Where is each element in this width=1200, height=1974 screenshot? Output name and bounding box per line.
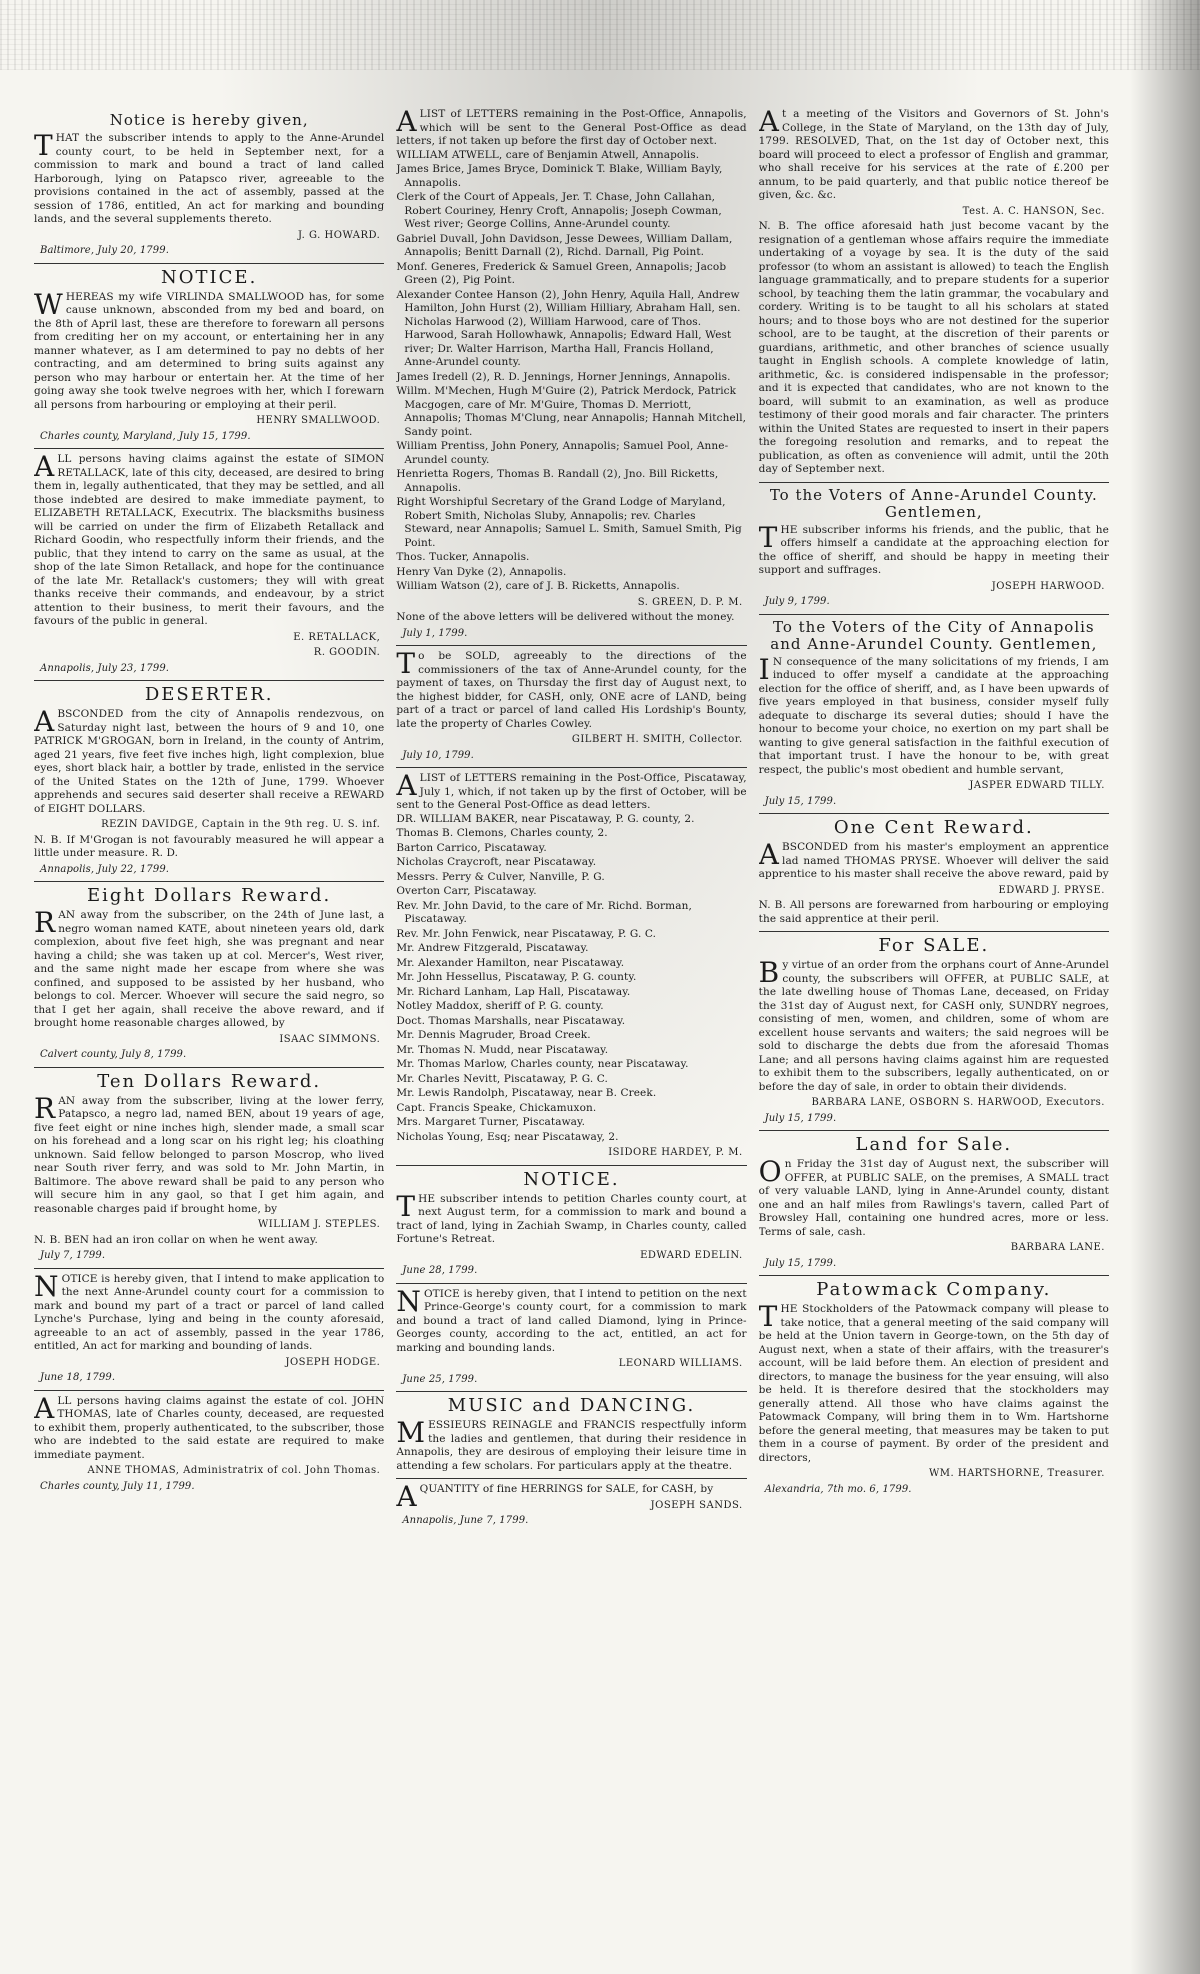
ad-signature: JOSEPH SANDS. (650, 1499, 743, 1511)
ad-signature: LEONARD WILLIAMS. (618, 1358, 743, 1369)
ad-postscript: N. B. The office aforesaid hath just become vacant by the resignation of a gentleman whose affairs require the immediate undertaking of a voyage by sea. It is the duty of the said professor (to whom an assistant is allowed) to teach the English language grammatically, and to prepare students for a superior school, by teaching them the latin grammar, the vocabulary and cordery. Writing is to be taught to all his scholars at stated hours; and to those boys who are not destined for the superior school, are to be taught, at the discretion of their parents or guardians, arithmetic, and other branches of science usually taught in English schools. A complete knowledge of latin, arithmetic, &c. is considered indispensable in the professor; and it is expected that candidates, who are not known to the board, will submit to an examination, as well as produce testimony of their good morals and fair character. The printers within the United States are requested to insert in their papers the foregoing resolution and remarks, and to repeat the publication, as often as convenience will admit, until the 20th day of September next. (758, 220, 1109, 475)
letter-entry: Mrs. Margaret Turner, Piscataway. (396, 1116, 586, 1128)
letter-entry: Right Worshipful Secretary of the Grand Lodge of Maryland, Robert Smith, Nicholas Sluby, Annapolis; rev. Charles Steward, near Annapolis; Samuel L. Smith, Samuel Smith, Pig Point. (396, 496, 742, 549)
ad-signature-second: R. GOODIN. (313, 647, 381, 658)
advertisement (34, 886, 384, 1062)
advertisement (34, 268, 384, 444)
letter-entry: Mr. Alexander Hamilton, near Piscataway. (396, 956, 625, 969)
column-rule (34, 1268, 384, 1269)
letter-entry: Nicholas Craycroft, near Piscataway. (396, 856, 597, 868)
letter-entry: Gabriel Duvall, John Davidson, Jesse Dewees, William Dallam, Annapolis; Benitt Darnall (2), Richd. Darnall, Pig Point. (396, 232, 733, 258)
ad-body: THE subscriber intends to petition Charles county court, at next August term, for a commission to mark and bound a tract of land, lying in Zachiah Swamp, in Charles county, called Fortune's Retreat. (396, 1189, 747, 1245)
ad-body: On Friday the 31st day of August next, the subscriber will OFFER, at PUBLIC SALE, on the premises, A SMALL tract of very valuable LAND, lying in Anne-Arundel county, distant one and an half miles from Rawlings's tavern, called Part of Browsley Hall, containing one hundred acres, more or less. Terms of sale, cash. (758, 1155, 1109, 1238)
letter-entry: Nicholas Young, Esq; near Piscataway, 2. (396, 1130, 619, 1143)
column-right (759, 108, 1109, 1948)
letter-entry: Willm. M'Mechen, Hugh M'Guire (2), Patrick Merdock, Patrick Macgogen, care of Mr. M'Guire, Thomas D. Merriott, Annapolis; Thomas M'Clung, near Annapolis; Hannah Mitchell, Sandy point. (396, 385, 747, 438)
column-rule (34, 680, 384, 681)
letter-entry: Rev. Mr. John Fenwick, near Piscataway, P. G. C. (396, 927, 657, 940)
ad-heading: MUSIC and DANCING. (447, 1395, 696, 1416)
ad-heading: DESERTER. (144, 684, 274, 705)
scan-noise-band (0, 0, 1200, 70)
letter-entry: Henry Van Dyke (2), Annapolis. (396, 565, 567, 578)
letter-entry: Overton Carr, Piscataway. (396, 885, 537, 897)
advertisement (396, 1284, 747, 1387)
ad-heading: To the Voters of Anne-Arundel County. Gentlemen, (769, 485, 1098, 521)
column-rule (396, 1283, 746, 1284)
column-rule (759, 614, 1109, 615)
advertisement (34, 1072, 384, 1263)
advertisement (759, 619, 1109, 809)
ad-signature: JOSEPH HODGE. (285, 1356, 381, 1368)
ad-body: NOTICE is hereby given, that I intend to petition on the next Prince-George's county court, for a commission to mark and bound a tract of land called Diamond, lying in Prince-Georges county, according to the act, entitled, an act for marking and bounding lands. (396, 1284, 747, 1354)
ad-signature: S. GREEN, D. P. M. (637, 596, 743, 608)
ad-dateline: June 18, 1799. (40, 1372, 116, 1383)
ad-body: AQUANTITY of fine HERRINGS for SALE, for CASH, by (396, 1480, 714, 1513)
column-rule (396, 1478, 746, 1479)
column-rule (759, 813, 1109, 814)
letter-entry: Mr. Dennis Magruder, Broad Creek. (396, 1029, 591, 1041)
letter-entry: Rev. Mr. John David, to the care of Mr. Richd. Borman, Piscataway. (396, 899, 692, 925)
letter-entry: Mr. Thomas Marlow, Charles county, near Piscataway. (396, 1058, 689, 1070)
ad-heading: NOTICE. (161, 266, 258, 288)
ad-dateline: July 10, 1799. (402, 749, 474, 761)
letter-entry: Mr. Richard Lanham, Lap Hall, Piscataway. (396, 985, 631, 998)
letter-entry: Mr. Lewis Randolph, Piscataway, near B. Creek. (396, 1087, 657, 1099)
ad-body: At a meeting of the Visitors and Governors of St. John's College, in the State of Maryland, on the 13th day of July, 1799. RESOLVED, That, on the 1st day of October next, this board will proceed to elect a professor of English and grammar, who shall receive for his services at the rate of £.200 per annum, to be paid quarterly, and that public notice thereof be given, &c. &c. (758, 108, 1109, 201)
ad-signature: EDWARD J. PRYSE. (998, 884, 1105, 896)
ad-dateline: July 15, 1799. (764, 795, 837, 807)
letter-entry: DR. WILLIAM BAKER, near Piscataway, P. G. county, 2. (396, 812, 695, 825)
advertisement (759, 487, 1109, 609)
ad-postscript: None of the above letters will be delivered without the money. (396, 611, 735, 623)
ad-heading: Eight Dollars Reward. (87, 885, 332, 906)
advertisement (759, 818, 1109, 926)
advertisement (34, 112, 384, 258)
ad-dateline: Charles county, Maryland, July 15, 1799. (40, 430, 251, 442)
ad-signature: ANNE THOMAS, Administratrix of col. John Thomas. (87, 1465, 381, 1476)
ad-dateline: Calvert county, July 8, 1799. (40, 1049, 187, 1060)
letter-entry: Barton Carrico, Piscataway. (396, 841, 547, 854)
ad-body: IN consequence of the many solicitations of my friends, I am induced to offer myself a candidate at the approaching election for the office of sheriff, and, as I have been upwards of five years employed in that business, consider myself fully adequate to discharge its several duties; should I have the honour to become your choice, no exertion on my part shall be wanting to give general satisfaction in the faithful execution of that important trust. I have the honour to be, with great respect, the public's most obedient and humble servant, (758, 652, 1109, 776)
column-left (34, 108, 384, 1948)
ad-heading: For SALE. (878, 935, 990, 956)
letter-entry: Mr. Thomas N. Mudd, near Piscataway. (396, 1043, 609, 1056)
column-rule (34, 263, 384, 264)
letter-entry: Alexander Contee Hanson (2), John Henry, Aquila Hall, Andrew Hamilton, John Hurst (2), William Hilliary, Abraham Hall, sen. Nicholas Harwood (2), William Harwood, care of Thos. Harwood, Sarah Hollowhawk, Annapolis; Edward Hall, West river; Dr. Walter Harrison, Martha Hall, Francis Holland, Anne-Arundel county. (396, 288, 741, 368)
ad-body: ALIST of LETTERS remaining in the Post-Office, Annapolis, which will be sent to the General Post-Office as dead letters, if not taken up before the first day of October next. (396, 108, 747, 147)
ad-body: THAT the subscriber intends to apply to the Anne-Arundel county court, to be held in September next, for a commission to mark and bound a tract of land called Harborough, lying on Patapsco river, agreeable to the provisions contained in the act of assembly, passed at the session of 1786, entitled, An act for marking and bounding lands, and the several supplements thereto. (34, 129, 385, 225)
ad-signature: WILLIAM J. STEPLES. (257, 1219, 381, 1230)
ad-signature: BARBARA LANE. (1010, 1242, 1105, 1253)
advertisement (759, 1280, 1109, 1496)
column-rule (396, 767, 746, 768)
column-middle (396, 108, 746, 1948)
ad-signature: REZIN DAVIDGE, Captain in the 9th reg. U. S. inf. (101, 819, 381, 830)
advertisement (396, 769, 747, 1160)
ad-dateline: June 28, 1799. (402, 1265, 478, 1276)
letter-entry: William Prentiss, John Ponery, Annapolis; Samuel Pool, Anne-Arundel county. (396, 440, 729, 466)
ad-postscript: N. B. BEN had an iron collar on when he went away. (34, 1233, 318, 1246)
column-rule (34, 448, 384, 449)
ad-dateline: July 1, 1799. (402, 627, 468, 639)
letter-entry: Messrs. Perry & Culver, Nanville, P. G. (396, 870, 605, 883)
advertisement (34, 1391, 385, 1494)
ad-signature: ISIDORE HARDEY, P. M. (608, 1147, 743, 1158)
ad-signature: J. G. HOWARD. (297, 229, 381, 241)
ad-heading: To the Voters of the City of Annapolis and Anne-Arundel County. Gentlemen, (770, 617, 1098, 653)
letter-entry: Capt. Francis Speake, Chickamuxon. (396, 1101, 597, 1114)
ad-dateline: Annapolis, July 23, 1799. (40, 662, 170, 674)
ad-dateline: June 25, 1799. (402, 1373, 478, 1385)
letter-entry: Mr. Charles Nevitt, Piscataway, P. G. C. (396, 1072, 608, 1085)
ad-heading: Ten Dollars Reward. (97, 1070, 322, 1092)
ad-body: NOTICE is hereby given, that I intend to make application to the next Anne-Arundel county court for a commission to mark and bound my part of a tract or parcel of land called Lynche's Purchase, lying and being in the county aforesaid, agreeable to an act of assembly, passed in the year 1786, entitled, An act for marking and bounding of lands. (34, 1269, 385, 1352)
ad-body: ALL persons having claims against the estate of SIMON RETALLACK, late of this city, deceased, are desired to bring them in, legally authenticated, that they may be settled, and all those indebted are desired to make immediate payment, to ELIZABETH RETALLACK, Executrix. The blacksmiths business will be carried on under the firm of Elizabeth Retallack and Richard Goodin, who respectfully inform their friends, and the public, that they intend to carry on the same as usual, at the shop of the late Simon Retallack, and hope for the continuance of the late Mr. Retallack's customers; they will with great thanks receive their commands, and endeavour, by a strict attention to their business, to merit their favours, and the favours of the public in general. (34, 450, 385, 627)
ad-dateline: July 15, 1799. (764, 1257, 837, 1269)
ad-body: MESSIEURS REINAGLE and FRANCIS respectfully inform the ladies and gentlemen, that during their residence in Annapolis, they are desirous of employing their leisure time in attending a few scholars. For particulars apply at the theatre. (396, 1416, 747, 1472)
ad-signature: JOSEPH HARWOOD. (991, 580, 1105, 592)
advertisement (759, 108, 1109, 477)
ad-dateline: Alexandria, 7th mo. 6, 1799. (764, 1483, 912, 1495)
ad-body: To be SOLD, agreeably to the directions of the commissioners of the tax of Anne-Arundel county, for the payment of taxes, on Thursday the first day of August next, to the highest bidder, for CASH, only, ONE acre of LAND, being part of a tract or parcel of land called His Lordship's Bounty, late the property of Charles Cowley. (396, 647, 747, 730)
ad-postscript: N. B. All persons are forewarned from harbouring or employing the said apprentice at their peril. (758, 899, 1109, 925)
ad-body: By virtue of an order from the orphans court of Anne-Arundel county, the subscribers will OFFER, at PUBLIC SALE, at the late dwelling house of Thomas Lane, deceased, on Friday the 31st day of August next, for CASH only, SUNDRY negroes, consisting of men, women, and children, some of whom are excellent house servants and waiters; the said negroes will be sold to discharge the debts due from the aforesaid Thomas Lane; and all persons having claims against him are requested to exhibit them to the subscribers, legally authenticated, on or before the day of sale, in order to obtain their dividends. (758, 956, 1109, 1093)
ad-dateline: Annapolis, July 22, 1799. (40, 863, 170, 875)
ad-signature: JASPER EDWARD TILLY. (969, 780, 1105, 791)
column-rule (396, 645, 746, 646)
letter-entry: Doct. Thomas Marshalls, near Piscataway. (396, 1014, 626, 1027)
ad-body: ABSCONDED from the city of Annapolis rendezvous, on Saturday night last, between the hours of 9 and 10, one PATRICK M'GROGAN, born in Ireland, in the county of Antrim, aged 21 years, five feet five inches high, light complexion, blue eyes, short black hair, a bottler by trade, enlisted in the service of the United States on the 12th of June, 1799. Whoever apprehends and secures said deserter shall receive a REWARD of EIGHT DOLLARS. (34, 705, 385, 815)
column-rule (396, 1165, 746, 1166)
advertisement (759, 1135, 1109, 1270)
advertisement (396, 647, 747, 762)
ad-signature: HENRY SMALLWOOD. (256, 415, 381, 426)
ad-signature: E. RETALLACK, (293, 631, 381, 643)
letter-entry: James Iredell (2), R. D. Jennings, Horner Jennings, Annapolis. (396, 370, 731, 383)
ad-body: RAN away from the subscriber, living at the lower ferry, Patapsco, a negro lad, named BEN, about 19 years of age, five feet eight or nine inches high, slender made, a small scar on his forehead and a long scar on his right leg; his cloathing unknown. Said fellow belonged to parson Moscrop, who lived near South river ferry, and was sold to Mr. John Martin, in Baltimore. The above reward shall be paid to any person who will secure him in any gaol, so that I get him again, and reasonable charges paid if brought home, by (34, 1091, 385, 1215)
column-rule (759, 1130, 1109, 1131)
letter-entry: Monf. Generes, Frederick & Samuel Green, Annapolis; Jacob Green (2), Pig Point. (396, 260, 727, 286)
ad-dateline: July 9, 1799. (764, 596, 830, 607)
ad-signature: ISAAC SIMMONS. (279, 1033, 381, 1045)
ad-heading: Notice is hereby given, (109, 111, 309, 129)
advertisement (396, 1480, 746, 1528)
column-rule (759, 931, 1109, 932)
ad-body: WHEREAS my wife VIRLINDA SMALLWOOD has, for some cause unknown, absconded from my bed and board, on the 8th of April last, these are therefore to forewarn all persons from crediting her on my account, or entertaining her in any manner whatever, as I am determined to pay no debts of her contracting, and am determined to bring suits against any person who may harbour or entertain her. At the time of her going away she took twelve negroes with her, which I forewarn all persons from harbouring or employing at their peril. (34, 287, 385, 411)
ad-body: THE Stockholders of the Patowmack company will please to take notice, that a general meeting of the said company will be held at the Union tavern in George-town, on the 5th day of August next, when a state of their affairs, with the treasurer's account, will be laid before them. An election of president and directors, to manage the business for the year ensuing, will also be held. It is therefore desired that the stockholders may generally attend. All those who have claims against the Patowmack Company, will bring them in to Wm. Hartshorne before the general meeting, that measures may be taken to put them in a course of payment. By order of the president and directors, (758, 1300, 1109, 1464)
ad-dateline: July 7, 1799. (40, 1250, 106, 1261)
ad-body: ALL persons having claims against the estate of col. JOHN THOMAS, late of Charles county, deceased, are requested to exhibit them, properly authenticated, to the subscriber, those who are indebted to the said estate are required to make immediate payment. (34, 1391, 385, 1461)
column-rule (759, 482, 1109, 483)
ad-body: THE subscriber informs his friends, and the public, that he offers himself a candidate at the approaching election for the office of sheriff, and should be happy in meeting their support and suffrages. (758, 520, 1109, 576)
letter-entry: WILLIAM ATWELL, care of Benjamin Atwell, Annapolis. (396, 148, 700, 161)
ad-signature: EDWARD EDELIN. (640, 1249, 743, 1261)
ad-signature: GILBERT H. SMITH, Collector. (571, 734, 743, 745)
ad-body: ABSCONDED from his master's employment an apprentice lad named THOMAS PRYSE. Whoever will deliver the said apprentice to his master shall receive the above reward, paid by (758, 838, 1109, 880)
column-rule (396, 1391, 746, 1392)
advertisement (34, 685, 384, 876)
ad-dateline: July 15, 1799. (764, 1112, 837, 1124)
ad-postscript: N. B. If M'Grogan is not favourably measured he will appear a little under measure. R. D. (34, 833, 385, 859)
advertisement (396, 1396, 746, 1473)
ad-heading: One Cent Reward. (833, 817, 1034, 838)
letter-entry: Mr. John Hessellus, Piscataway, P. G. county. (396, 971, 637, 983)
letter-entry: James Brice, James Bryce, Dominick T. Blake, William Bayly, Annapolis. (396, 163, 723, 189)
ad-body: RAN away from the subscriber, on the 24th of June last, a negro woman named KATE, about nineteen years old, dark complexion, about five feet high, she was pregnant and near having a child; she was taken up at col. Mercer's, West river, and the same night made her escape from where she was confined, and supposed to be assisted by her husband, who belongs to col. Mercer. Whoever will secure the said negro, so that I get her again, shall receive the above reward, and if brought home reasonable charges allowed, by (34, 906, 385, 1029)
ad-dateline: Charles county, July 11, 1799. (40, 1480, 195, 1492)
column-rule (34, 1067, 384, 1068)
column-container (34, 108, 1109, 1948)
letter-entry: Clerk of the Court of Appeals, Jer. T. Chase, John Callahan, Robert Couriney, Henry Croft, Annapolis; Joseph Cowman, West river; George Collins, Anne-Arundel county. (396, 191, 722, 230)
letter-entry: Notley Maddox, sheriff of P. G. county. (396, 1000, 604, 1012)
ad-dateline: Annapolis, June 7, 1799. (402, 1515, 529, 1526)
advertisement (34, 1269, 385, 1385)
column-rule (759, 1275, 1109, 1276)
ad-signature: WM. HARTSHORNE, Treasurer. (928, 1468, 1105, 1479)
ad-body: ALIST of LETTERS remaining in the Post-Office, Piscataway, July 1, which, if not taken up by the first of October, will be sent to the General Post-Office as dead letters. (396, 769, 747, 811)
ad-heading: Patowmack Company. (816, 1279, 1052, 1300)
letter-entry: William Watson (2), care of J. B. Ricketts, Annapolis. (396, 580, 680, 592)
letter-entry: Henrietta Rogers, Thomas B. Randall (2), Jno. Bill Ricketts, Annapolis. (396, 468, 719, 494)
advertisement (34, 450, 385, 675)
binding-shadow (1130, 0, 1200, 1974)
ad-dateline: Baltimore, July 20, 1799. (40, 245, 169, 256)
advertisement (396, 108, 746, 640)
advertisement (759, 936, 1109, 1125)
ad-heading: Land for Sale. (855, 1134, 1013, 1155)
ad-signature: BARBARA LANE, OSBORN S. HARWOOD, Executors. (811, 1097, 1105, 1108)
advertisement (396, 1170, 746, 1278)
column-rule (34, 881, 384, 882)
letter-entry: Thomas B. Clemons, Charles county, 2. (396, 827, 608, 839)
ad-heading: NOTICE. (523, 1168, 620, 1190)
ad-signature: Test. A. C. HANSON, Sec. (962, 205, 1105, 217)
column-rule (34, 1390, 384, 1391)
letter-entry: Mr. Andrew Fitzgerald, Piscataway. (396, 942, 589, 954)
letter-entry: Thos. Tucker, Annapolis. (396, 551, 530, 563)
